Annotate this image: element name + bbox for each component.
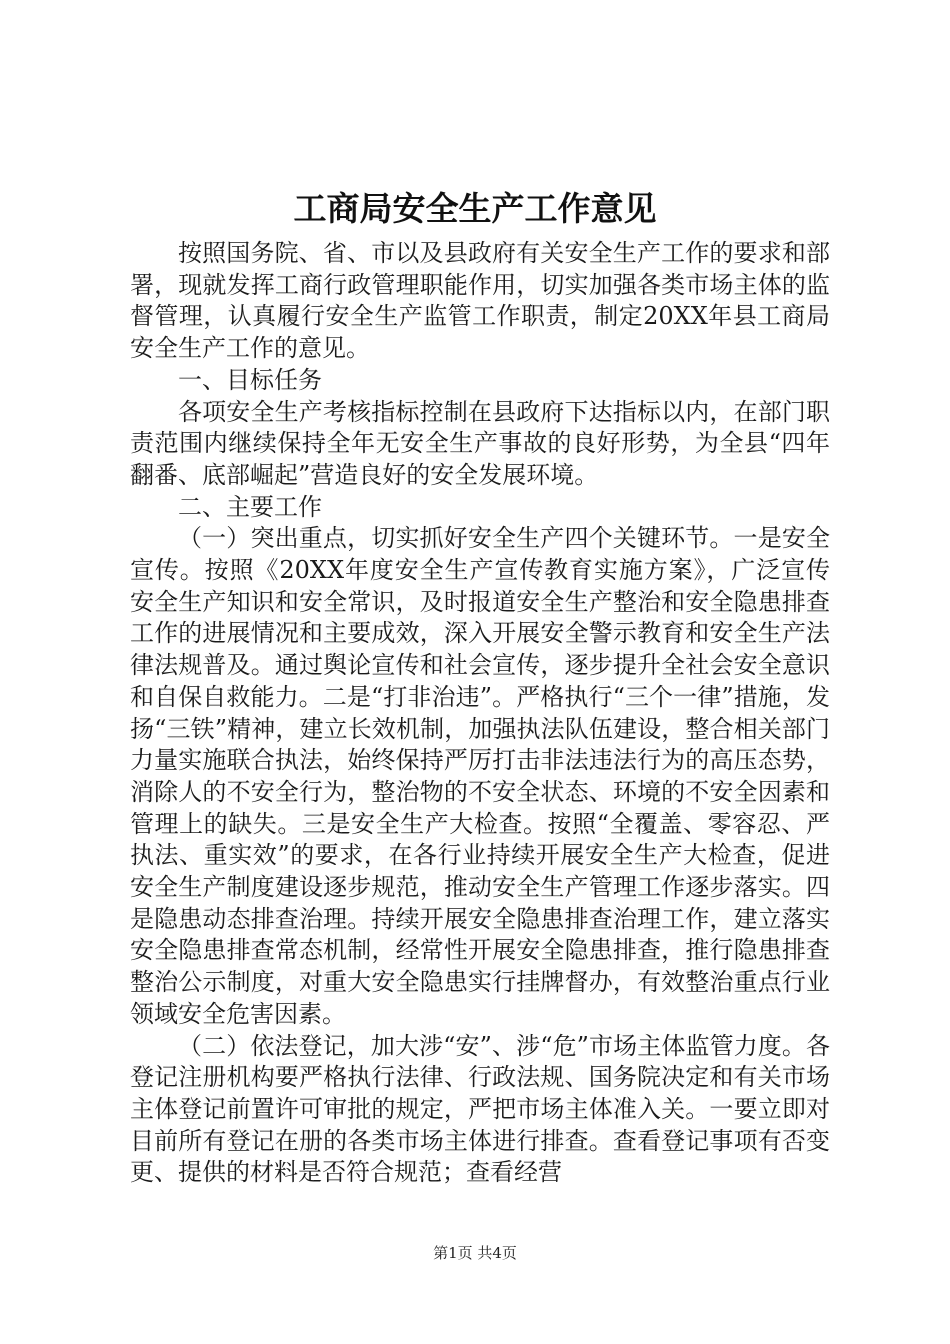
main-work-paragraph-1: （一）突出重点，切实抓好安全生产四个关键环节。一是安全宣传。按照《20XX年度安全生产宣传教育实施方案》，广泛宣传安全生产知识和安全常识，及时报道安全生产整治和安全隐患排查工作的进展情况和主要成效，深入开展安全警示教育和安全生产法律法规普及。通过舆论宣传和社会宣传，逐步提升全社会安全意识和自保自救能力。二是“打非治违”。严格执行“三个一律”措施，发扬“三铁”精神，建立长效机制，加强执法队伍建设，整合相关部门力量实施联合执法，始终保持严厉打击非法违法行为的高压态势，消除人的不安全行为，整治物的不安全状态、环境的不安全因素和管理上的缺失。三是安全生产大检查。按照“全覆盖、零容忍、严执法、重实效”的要求，在各行业持续开展安全生产大检查，促进安全生产制度建设逐步规范，推动安全生产管理工作逐步落实。四是隐患动态排查治理。持续开展安全隐患排查治理工作，建立落实安全隐患排查常态机制，经常性开展安全隐患排查，推行隐患排查整治公示制度，对重大安全隐患实行挂牌督办，有效整治重点行业领域安全危害因素。 (130, 524, 830, 1028)
goals-paragraph: 各项安全生产考核指标控制在县政府下达指标以内，在部门职责范围内继续保持全年无安全生产事故的良好形势，为全县“四年翻番、底部崛起”营造良好的安全发展环境。 (130, 397, 830, 489)
document-title: 工商局安全生产工作意见 (293, 189, 657, 228)
intro-paragraph: 按照国务院、省、市以及县政府有关安全生产工作的要求和部署，现就发挥工商行政管理职能作用，切实加强各类市场主体的监督管理，认真履行安全生产监管工作职责，制定20XX年县工商局安全生产工作的意见。 (130, 239, 830, 363)
main-work-paragraph-2: （二）依法登记，加大涉“安”、涉“危”市场主体监管力度。各登记注册机构要严格执行法律、行政法规、国务院决定和有关市场主体登记前置许可审批的规定，严把市场主体准入关。一要立即对目前所有登记在册的各类市场主体进行排查。查看登记事项有否变更、提供的材料是否符合规范；查看经营 (130, 1031, 830, 1187)
document-body (130, 238, 830, 1189)
page-number-footer: 第1页 共4页 (433, 1244, 517, 1262)
section-heading-goals: 一、目标任务 (178, 365, 322, 394)
section-heading-main-work: 二、主要工作 (178, 492, 322, 521)
